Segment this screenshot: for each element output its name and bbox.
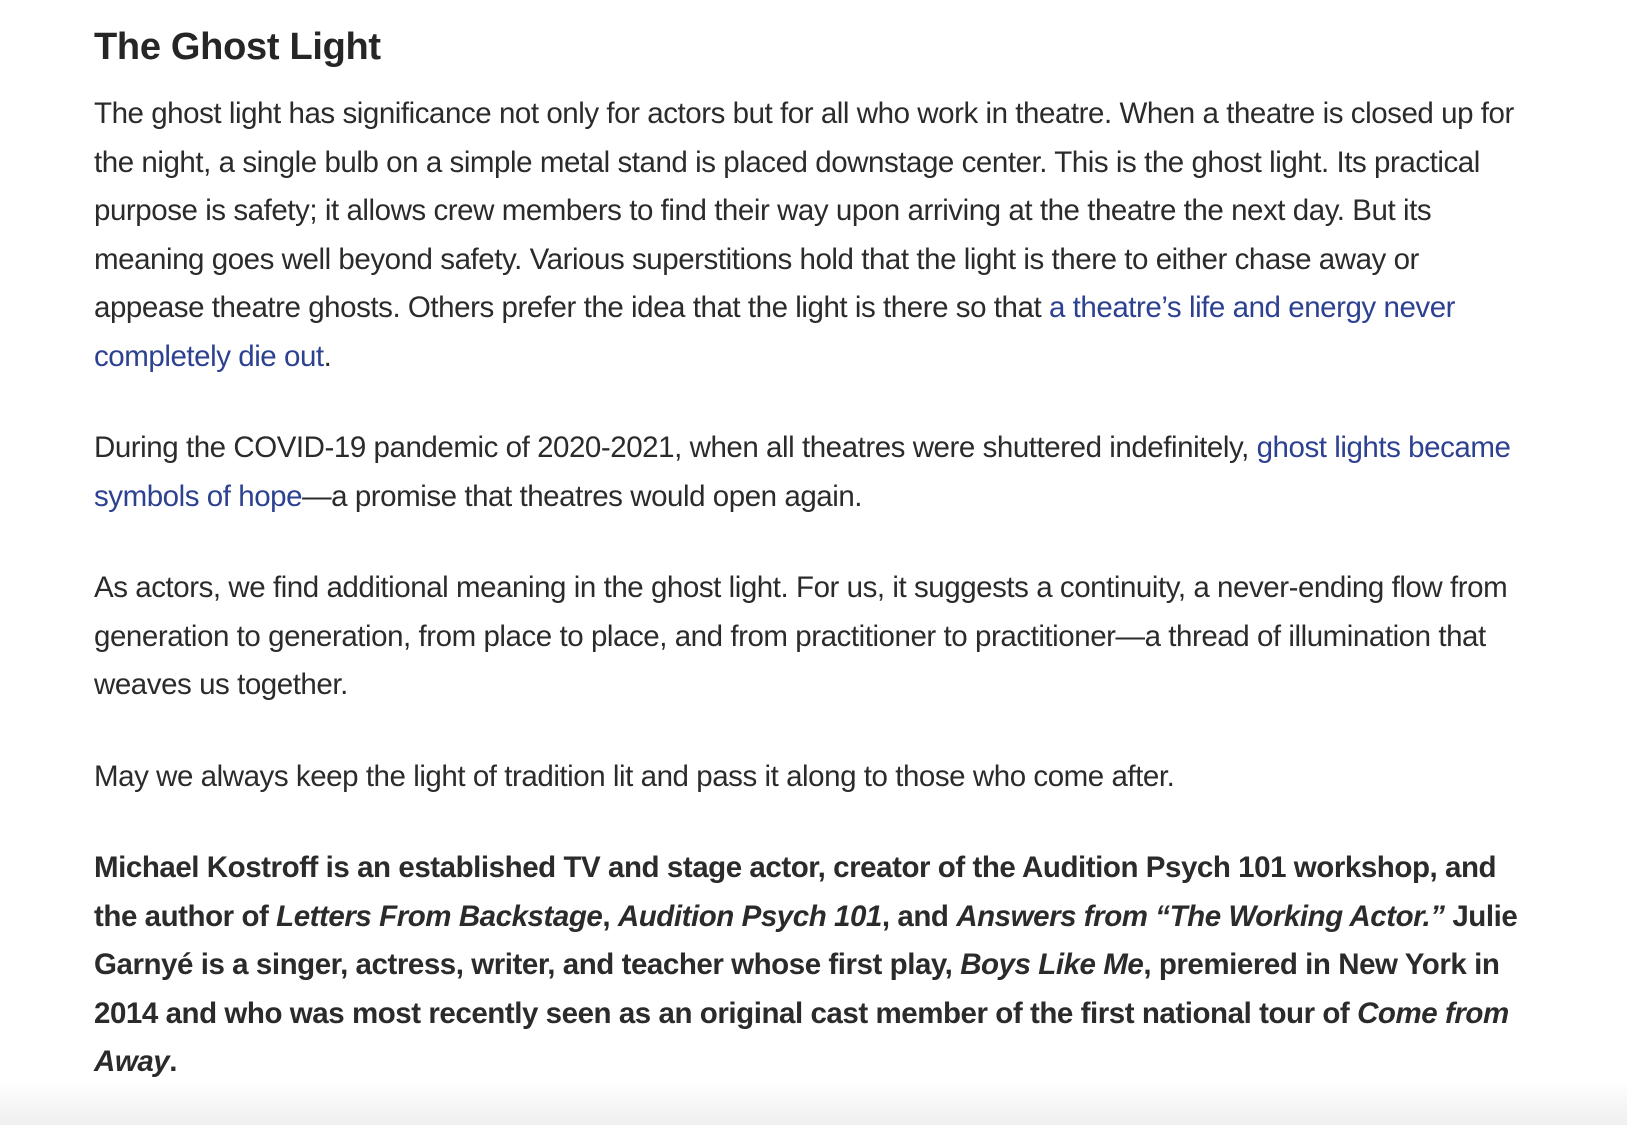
article-body (94, 18, 1534, 1130)
bottom-fade (0, 1081, 1627, 1125)
paragraph-text: The ghost light has significance not only for actors but for all who work in theatre. When a theatre is closed up for the night, a single bulb on a simple metal stand is placed downstage center. This is the ghost light. Its practical purpose is safety; it allows crew members to find their way upon arriving at the theatre the next day. But its meaning goes well beyond safety. Various superstitions hold that the light is there to either chase away or appease theatre ghosts. Others prefer the idea that the light is there so that (94, 97, 1514, 324)
bio-text: Michael Kostroff is an established TV and stage actor, creator of the Audition Psych 101 workshop, and the author of (94, 851, 1497, 933)
bio-play-title: Boys Like Me (960, 948, 1144, 981)
paragraph-ghost-light-intro (94, 90, 1534, 381)
bio-book-title: Answers from “The Working Actor.” (956, 899, 1445, 933)
bio-book-title: Audition Psych 101 (617, 899, 882, 933)
bio-end: . (169, 1045, 178, 1078)
paragraph-text: During the COVID-19 pandemic of 2020-2021, when all theatres were shuttered indefinitely, (94, 431, 1257, 464)
link-theatre-life-energy[interactable]: a theatre’s life and energy never completely die out (94, 291, 1456, 373)
bio-separator: , and (881, 899, 957, 933)
bio-show-title: Come from Away (94, 996, 1509, 1078)
bio-book-title: Letters From Backstage (276, 899, 603, 933)
link-symbols-of-hope[interactable]: ghost lights became symbols of hope (94, 431, 1511, 513)
paragraph-punctuation: . (323, 339, 332, 373)
paragraph-covid (94, 424, 1534, 521)
bio-text: Julie Garnyé is a singer, actress, writer, and teacher whose first play, (94, 899, 1518, 981)
bio-separator: , (602, 899, 618, 933)
article-heading: The Ghost Light (94, 26, 381, 68)
paragraph-actors-meaning: As actors, we find additional meaning in the ghost light. For us, it suggests a continuity, a never-ending flow from generation to generation, from place to place, and from practitioner to practitioner—a thread of illumination that weaves us together. (94, 571, 1508, 701)
paragraph-closing: May we always keep the light of tradition lit and pass it along to those who come after. (94, 759, 1175, 793)
bio-text: , premiered in New York in 2014 and who was most recently seen as an original cast member of the first national tour of (94, 948, 1500, 1030)
paragraph-text-end: —a promise that theatres would open again. (302, 479, 863, 513)
author-bio (94, 844, 1534, 1087)
